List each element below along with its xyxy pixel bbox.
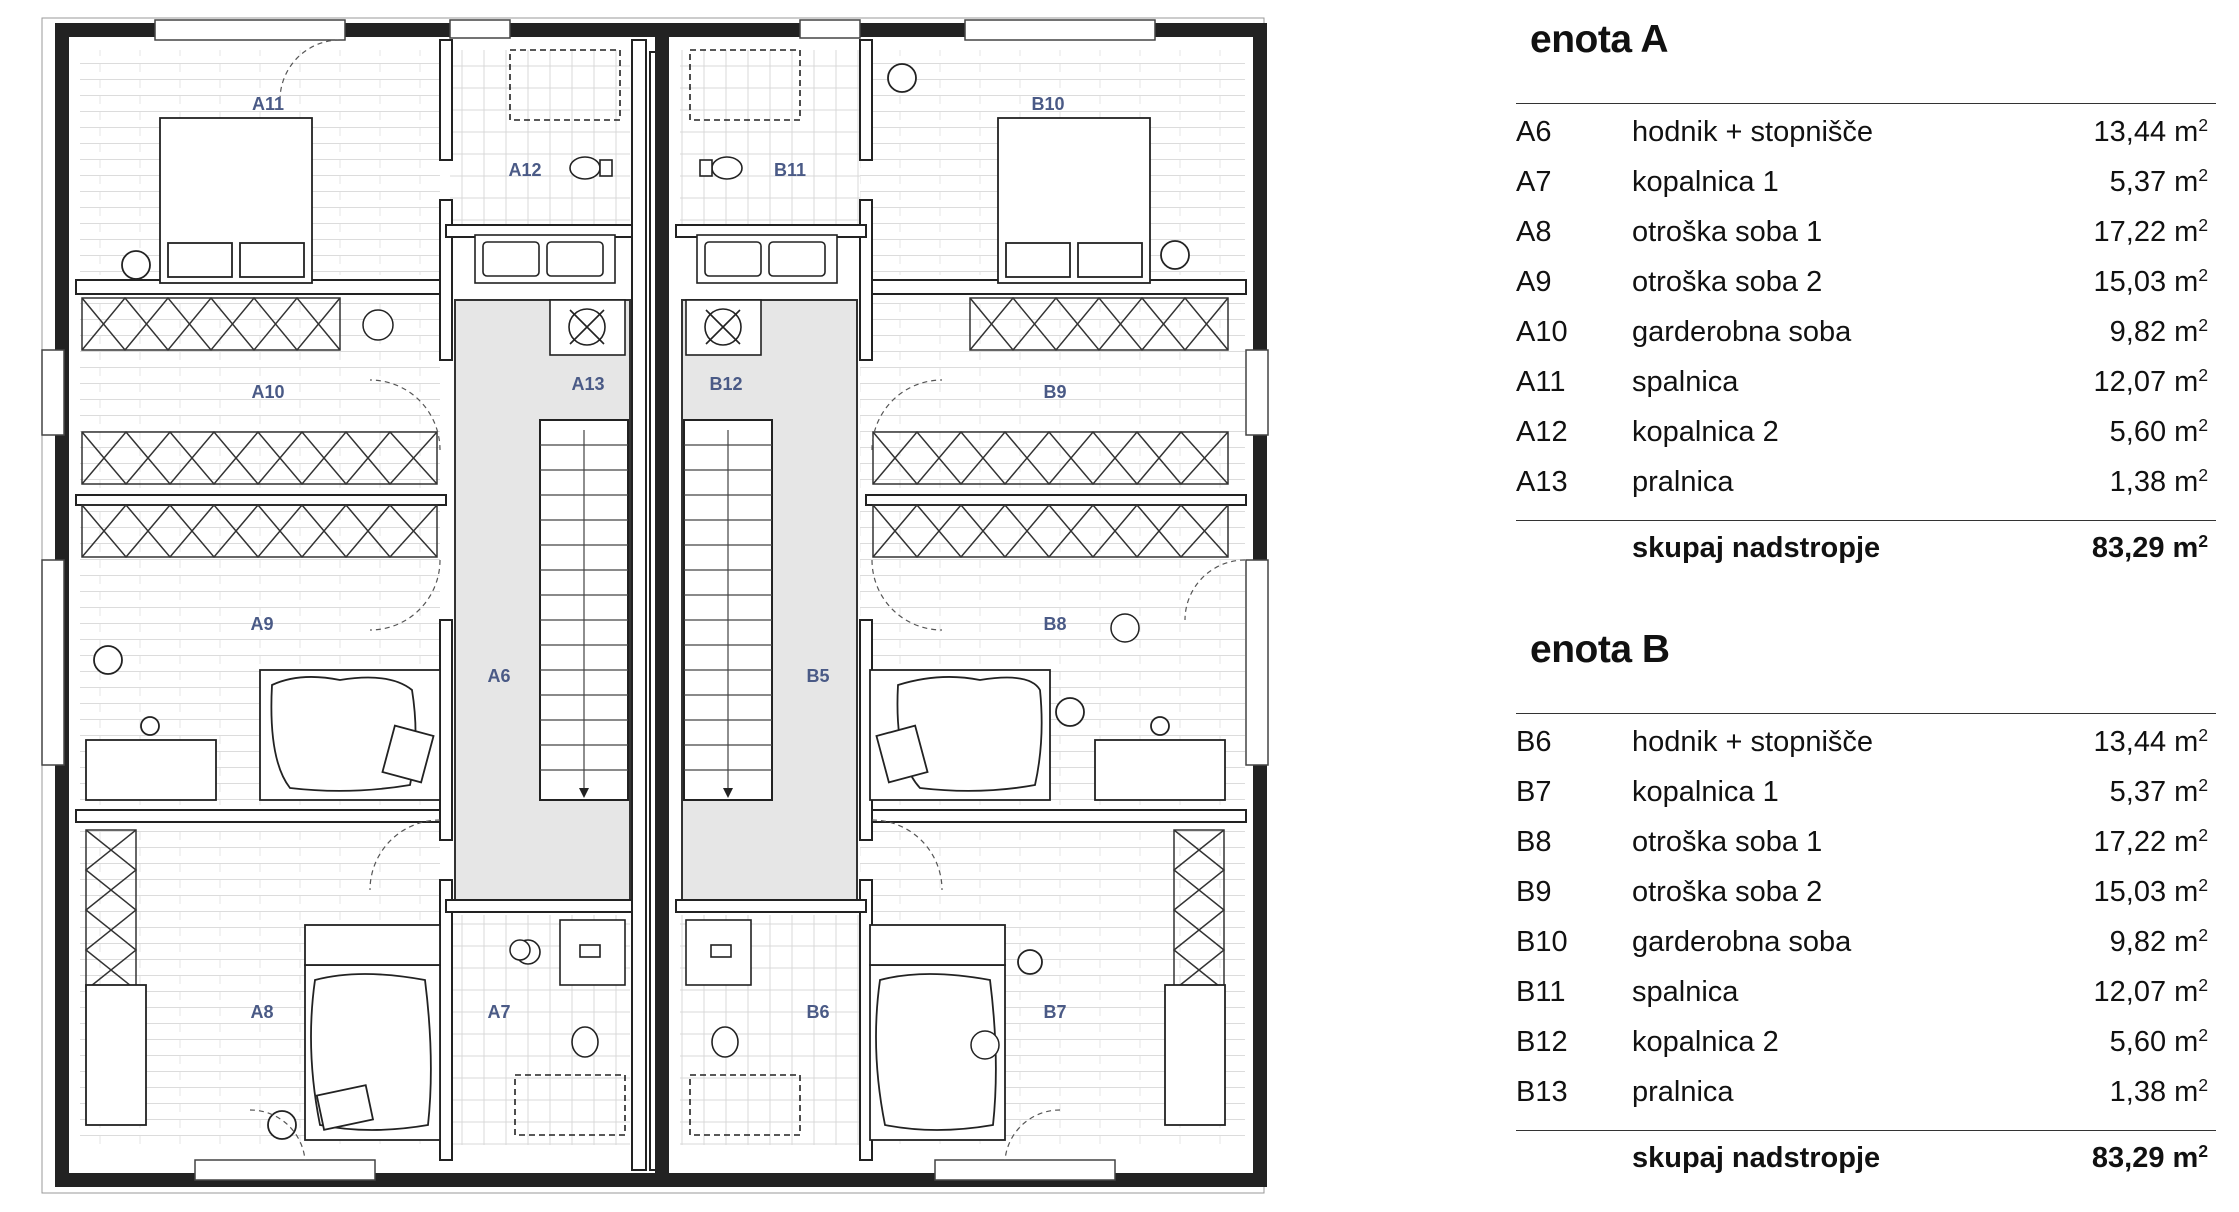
table-row xyxy=(1516,466,2216,502)
room-name: otroška soba 2 xyxy=(1632,876,1823,908)
room-name: garderobna soba xyxy=(1632,926,1852,958)
total-area: 83,29 $m^2$ xyxy=(2091,1141,2208,1174)
room-area: 17,22 $m^2$ xyxy=(2093,825,2208,858)
unit-b-plan xyxy=(662,20,1268,1180)
total-label: skupaj nadstropje xyxy=(1632,1142,1881,1174)
room-code: A6 xyxy=(1516,116,1552,148)
room-code: A7 xyxy=(1516,166,1552,198)
staircase-b xyxy=(684,420,772,800)
room-code: B6 xyxy=(1516,726,1552,758)
unit-b-total-rule xyxy=(1516,1130,2216,1131)
unit-a-total-rule xyxy=(1516,520,2216,521)
table-row xyxy=(1516,266,2216,302)
unit-b-top-rule xyxy=(1516,713,2216,714)
room-area: 5,37 $m^2$ xyxy=(2109,165,2208,198)
total-label: skupaj nadstropje xyxy=(1632,532,1881,564)
room-label-a9: A9 xyxy=(250,614,274,634)
room-name: otroška soba 1 xyxy=(1632,216,1823,248)
room-code: B8 xyxy=(1516,826,1552,858)
room-area: 15,03 $m^2$ xyxy=(2093,875,2208,908)
room-code: B9 xyxy=(1516,876,1552,908)
room-area: 12,07 $m^2$ xyxy=(2093,975,2208,1008)
room-label-b11: B11 xyxy=(773,160,807,180)
table-row xyxy=(1516,826,2216,862)
total-area: 83,29 $m^2$ xyxy=(2091,531,2208,564)
room-area: 17,22 $m^2$ xyxy=(2093,215,2208,248)
table-row xyxy=(1516,976,2216,1012)
table-row xyxy=(1516,366,2216,402)
room-label-b8: B8 xyxy=(1043,614,1067,634)
room-name: spalnica xyxy=(1632,976,1739,1008)
room-code: A10 xyxy=(1516,316,1568,348)
room-code: A11 xyxy=(1516,366,1566,398)
room-code: B10 xyxy=(1516,926,1568,958)
room-code: A13 xyxy=(1516,466,1568,498)
room-label-a8: A8 xyxy=(250,1002,274,1022)
room-label-b7: B7 xyxy=(1043,1002,1067,1022)
room-code: B13 xyxy=(1516,1076,1568,1108)
room-label-b6: B6 xyxy=(806,1002,830,1022)
room-name: kopalnica 1 xyxy=(1632,776,1779,808)
table-row xyxy=(1516,1026,2216,1062)
unit-a-top-rule xyxy=(1516,103,2216,104)
table-row xyxy=(1516,316,2216,352)
room-area: 5,37 $m^2$ xyxy=(2109,775,2208,808)
table-row xyxy=(1516,116,2216,152)
room-area: 13,44 $m^2$ xyxy=(2093,115,2208,148)
room-label-a10: A10 xyxy=(251,382,285,402)
table-row xyxy=(1516,776,2216,812)
room-area: 9,82 $m^2$ xyxy=(2109,925,2208,958)
room-name: garderobna soba xyxy=(1632,316,1852,348)
room-area: 1,38 $m^2$ xyxy=(2109,1075,2208,1108)
room-label-a6: A6 xyxy=(487,666,511,686)
room-label-b5: B5 xyxy=(806,666,830,686)
room-area: 15,03 $m^2$ xyxy=(2093,265,2208,298)
room-label-b10: B10 xyxy=(1031,94,1065,114)
table-row xyxy=(1516,876,2216,912)
room-code: A12 xyxy=(1516,416,1568,448)
staircase-a xyxy=(540,420,628,800)
total-row xyxy=(1516,532,2216,568)
room-name: spalnica xyxy=(1632,366,1739,398)
table-row xyxy=(1516,166,2216,202)
total-row xyxy=(1516,1142,2216,1178)
table-row xyxy=(1516,416,2216,452)
room-area: 5,60 $m^2$ xyxy=(2109,415,2208,448)
room-code: B11 xyxy=(1516,976,1566,1008)
unit-a-title: enota A xyxy=(1530,18,1669,61)
unit-a-plan xyxy=(42,20,662,1180)
room-label-a7: A7 xyxy=(487,1002,511,1022)
room-name: kopalnica 2 xyxy=(1632,416,1779,448)
table-row xyxy=(1516,726,2216,762)
room-name: otroška soba 2 xyxy=(1632,266,1823,298)
room-code: B12 xyxy=(1516,1026,1568,1058)
room-code: A8 xyxy=(1516,216,1552,248)
table-row xyxy=(1516,1076,2216,1112)
unit-b-title: enota B xyxy=(1530,628,1670,671)
room-label-b9: B9 xyxy=(1043,382,1067,402)
room-name: hodnik + stopnišče xyxy=(1632,726,1874,758)
room-area: 9,82 $m^2$ xyxy=(2109,315,2208,348)
table-row xyxy=(1516,216,2216,252)
room-label-b12: B12 xyxy=(709,374,743,394)
room-code: B7 xyxy=(1516,776,1552,808)
room-area: 1,38 $m^2$ xyxy=(2109,465,2208,498)
room-area: 13,44 $m^2$ xyxy=(2093,725,2208,758)
table-row xyxy=(1516,926,2216,962)
room-label-a13: A13 xyxy=(571,374,605,394)
room-name: hodnik + stopnišče xyxy=(1632,116,1874,148)
room-name: pralnica xyxy=(1632,466,1734,498)
room-area: 12,07 $m^2$ xyxy=(2093,365,2208,398)
room-name: otroška soba 1 xyxy=(1632,826,1823,858)
room-label-a11: A11 xyxy=(251,94,285,114)
room-label-a12: A12 xyxy=(508,160,542,180)
room-name: pralnica xyxy=(1632,1076,1734,1108)
room-name: kopalnica 1 xyxy=(1632,166,1779,198)
room-name: kopalnica 2 xyxy=(1632,1026,1779,1058)
room-area: 5,60 $m^2$ xyxy=(2109,1025,2208,1058)
room-code: A9 xyxy=(1516,266,1552,298)
